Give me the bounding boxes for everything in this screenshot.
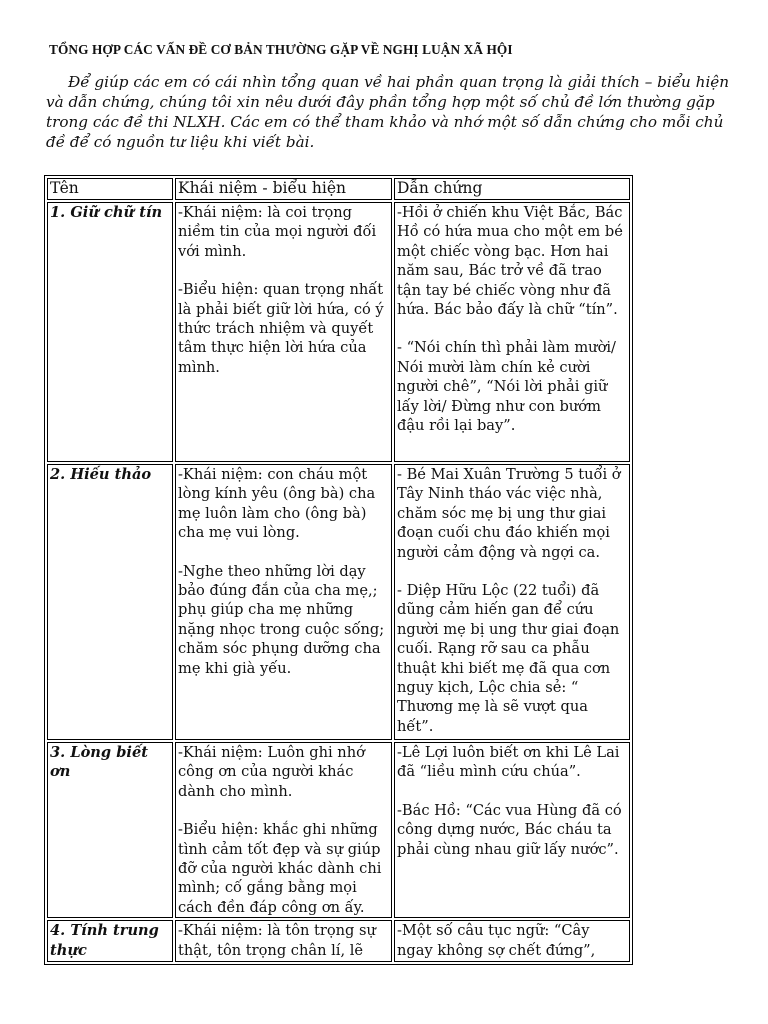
header-concept: Khái niệm - biểu hiện xyxy=(175,178,392,200)
evidence-cell xyxy=(394,742,630,918)
concept-cell xyxy=(175,464,392,740)
evidence-cell xyxy=(394,920,630,962)
concept-text: -Khái niệm: Luôn ghi nhớ công ơn của người khác dành cho mình. xyxy=(178,744,365,800)
evidence-text: - Bé Mai Xuân Trường 5 tuổi ở Tây Ninh tháo vác việc nhà, chăm sóc mẹ bị ung thư giai đoạn cuối chu đáo khiến mọi người cảm động và ngợi ca. xyxy=(397,466,621,561)
evidence-text: -Hồi ở chiến khu Việt Bắc, Bác Hồ có hứa mua cho một em bé một chiếc vòng bạc. Hơn hai năm sau, Bác trở về đã trao tận tay bé chiếc vòng như đã hứa. Bác bảo đấy là chữ “tín”. xyxy=(397,204,623,319)
table-row xyxy=(47,742,630,918)
evidence-text: - Diệp Hữu Lộc (22 tuổi) đã dũng cảm hiến gan để cứu người mẹ bị ung thư giai đoạn cuối. Rạng rỡ sau ca phẫu thuật khi biết mẹ đã qua cơn nguy kịch, Lộc chia sẻ: “ Thương mẹ là sẽ vượt qua hết”. xyxy=(397,582,620,735)
topic-name: 1. Giữ chữ tín xyxy=(47,202,173,462)
concept-text: -Khái niệm: là coi trọng niềm tin của mọi người đối với mình. xyxy=(178,204,377,260)
topic-name-text: 4. Tính trung thực xyxy=(50,922,159,959)
expression-text: -Nghe theo những lời dạy bảo đúng đắn của cha mẹ,; phụ giúp cha mẹ những nặng nhọc trong cuộc sống; chăm sóc phụng dưỡng cha mẹ khi già yếu. xyxy=(178,562,385,677)
concept-cell xyxy=(175,742,392,918)
topic-name: 3. Lòng biết ơn xyxy=(47,742,173,918)
expression-text: -Biểu hiện: quan trọng nhất là phải biết giữ lời hứa, có ý thức trách nhiệm và quyết tâm thực hiện lời hứa của mình. xyxy=(178,281,384,376)
evidence-cell xyxy=(394,464,630,740)
concept-cell xyxy=(175,202,392,462)
topics-table xyxy=(44,175,633,965)
evidence-text: -Bác Hồ: “Các vua Hùng đã có công dựng nước, Bác cháu ta phải cùng nhau giữ lấy nước”. xyxy=(397,801,622,858)
table-row xyxy=(47,920,630,962)
intro-paragraph: Để giúp các em có cái nhìn tổng quan về hai phần quan trọng là giải thích – biểu hiện và dẫn chứng, chúng tôi xin nêu dưới đây phần tổng hợp một số chủ đề lớn thường gặp trong các đề thi NLXH. Các em có thể tham khảo và nhớ một số dẫn chứng cho mỗi chủ đề để có nguồn tư liệu khi viết bài. xyxy=(46,73,730,151)
table-row xyxy=(47,202,630,462)
table-header-row xyxy=(47,178,630,200)
topic-name xyxy=(47,920,173,962)
header-name: Tên xyxy=(47,178,173,200)
table-row xyxy=(47,464,630,740)
evidence-text: - “Nói chín thì phải làm mười/ Nói mười làm chín kẻ cười người chê”, “Nói lời phải giữ lấy lời/ Đừng như con bướm đậu rồi lại bay”. xyxy=(397,339,616,435)
document-title: TỔNG HỢP CÁC VẤN ĐỀ CƠ BẢN THƯỜNG GẶP VỀ NGHỊ LUẬN XÃ HỘI xyxy=(49,42,513,57)
concept-cell xyxy=(175,920,392,962)
evidence-text: -Lê Lợi luôn biết ơn khi Lê Lai đã “liều mình cứu chúa”. xyxy=(397,744,620,781)
evidence-text: -Một số câu tục ngữ: “Cây ngay không sợ chết đứng”, xyxy=(397,922,596,959)
header-evidence: Dẫn chứng xyxy=(394,178,630,200)
concept-text: -Khái niệm: là tôn trọng sự thật, tôn trọng chân lí, lẽ xyxy=(178,922,376,959)
expression-text: -Biểu hiện: khắc ghi những tình cảm tốt đẹp và sự giúp đỡ của người khác dành chi mình; cố gắng bằng mọi cách đền đáp công ơn ấy. xyxy=(178,821,382,916)
topic-name: 2. Hiếu thảo xyxy=(47,464,173,740)
concept-text: -Khái niệm: con cháu một lòng kính yêu (ông bà) cha mẹ luôn làm cho (ông bà) cha mẹ vui lòng. xyxy=(178,466,376,542)
evidence-cell xyxy=(394,202,630,462)
